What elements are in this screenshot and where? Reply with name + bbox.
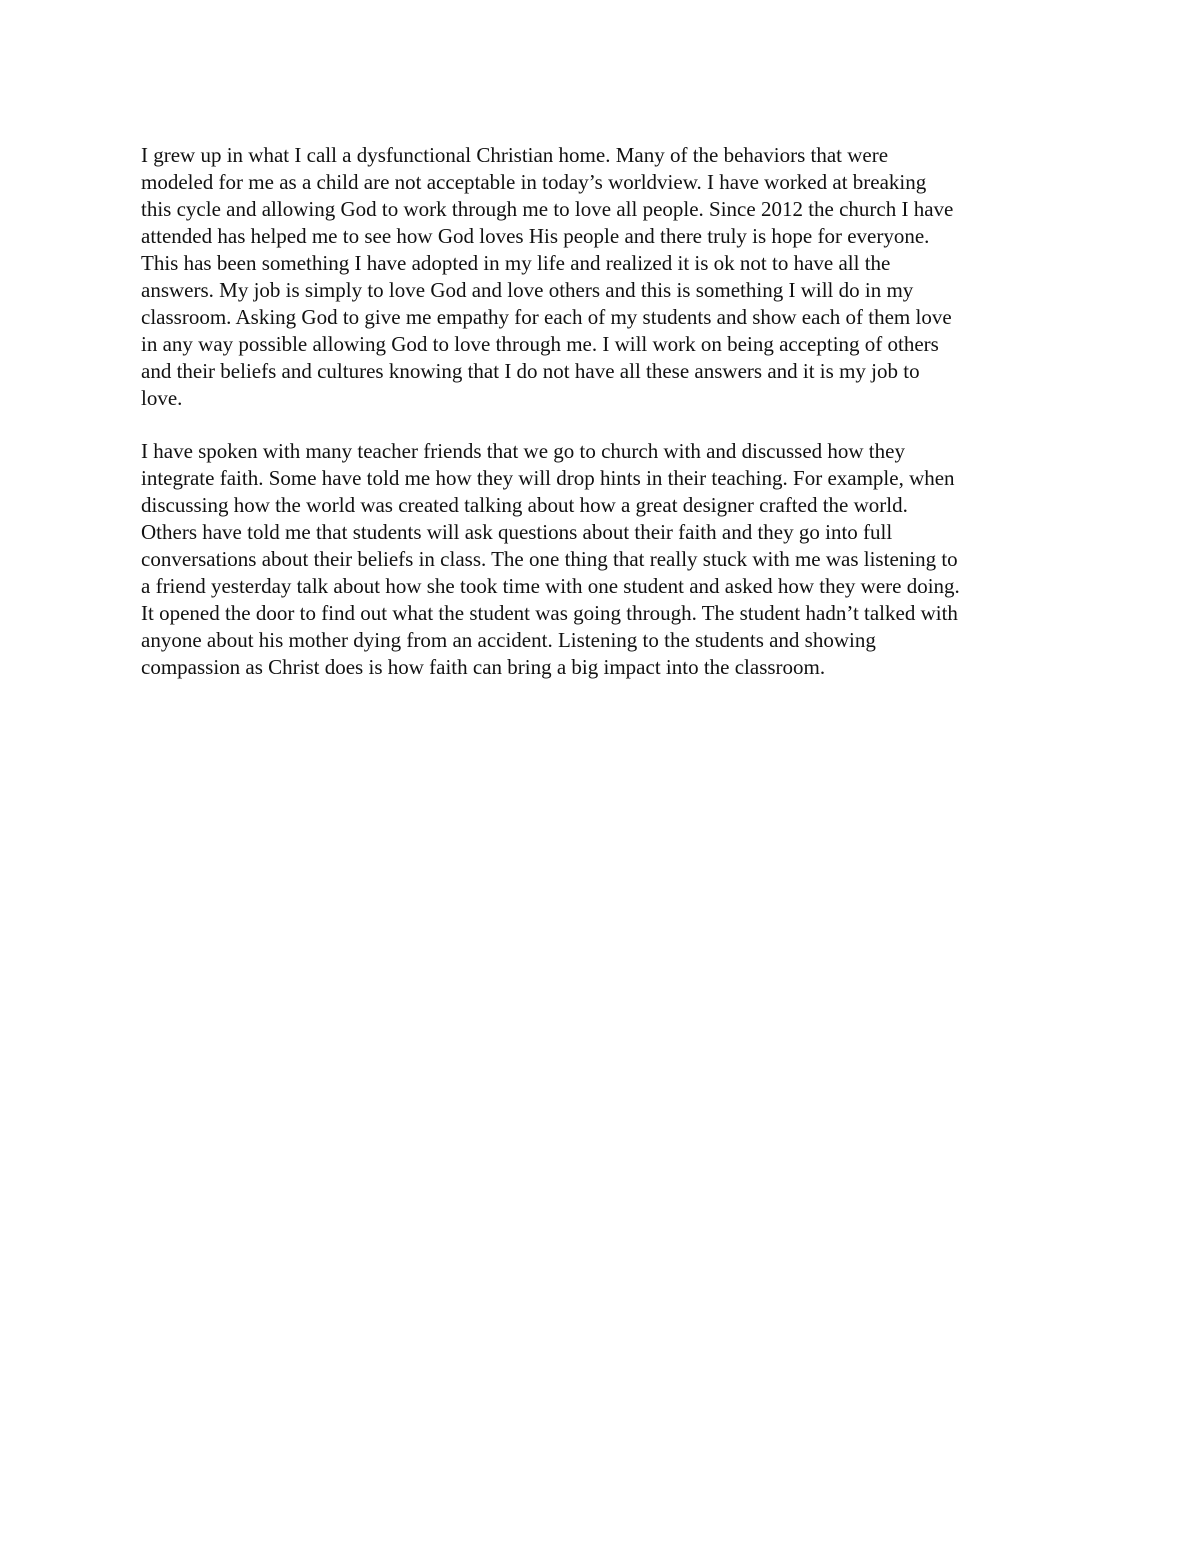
text-line: in any way possible allowing God to love through me. I will work on being accepting of others bbox=[141, 332, 939, 356]
text-line: integrate faith. Some have told me how they will drop hints in their teaching. For example, when bbox=[141, 466, 955, 490]
text-line: love. bbox=[141, 386, 183, 410]
paragraph-1 bbox=[141, 142, 1066, 412]
text-line: conversations about their beliefs in class. The one thing that really stuck with me was listening to bbox=[141, 547, 958, 571]
text-line: anyone about his mother dying from an accident. Listening to the students and showing bbox=[141, 628, 876, 652]
text-line: I have spoken with many teacher friends that we go to church with and discussed how they bbox=[141, 439, 905, 463]
text-line: classroom. Asking God to give me empathy for each of my students and show each of them love bbox=[141, 305, 952, 329]
text-line: this cycle and allowing God to work through me to love all people. Since 2012 the church I have bbox=[141, 197, 954, 221]
paragraph-2 bbox=[141, 438, 1066, 681]
text-line: attended has helped me to see how God loves His people and there truly is hope for everyone. bbox=[141, 224, 930, 248]
text-line: a friend yesterday talk about how she took time with one student and asked how they were doing. bbox=[141, 574, 960, 598]
text-line: answers. My job is simply to love God and love others and this is something I will do in my bbox=[141, 278, 914, 302]
text-line: It opened the door to find out what the student was going through. The student hadn’t talked with bbox=[141, 601, 958, 625]
text-line: Others have told me that students will ask questions about their faith and they go into full bbox=[141, 520, 893, 544]
text-line: modeled for me as a child are not acceptable in today’s worldview. I have worked at breaking bbox=[141, 170, 927, 194]
text-line: discussing how the world was created talking about how a great designer crafted the world. bbox=[141, 493, 908, 517]
text-line: I grew up in what I call a dysfunctional Christian home. Many of the behaviors that were bbox=[141, 143, 889, 167]
document-body bbox=[141, 142, 1066, 707]
text-line: and their beliefs and cultures knowing that I do not have all these answers and it is my job to bbox=[141, 359, 920, 383]
text-line: compassion as Christ does is how faith can bring a big impact into the classroom. bbox=[141, 655, 826, 679]
text-line: This has been something I have adopted in my life and realized it is ok not to have all the bbox=[141, 251, 891, 275]
